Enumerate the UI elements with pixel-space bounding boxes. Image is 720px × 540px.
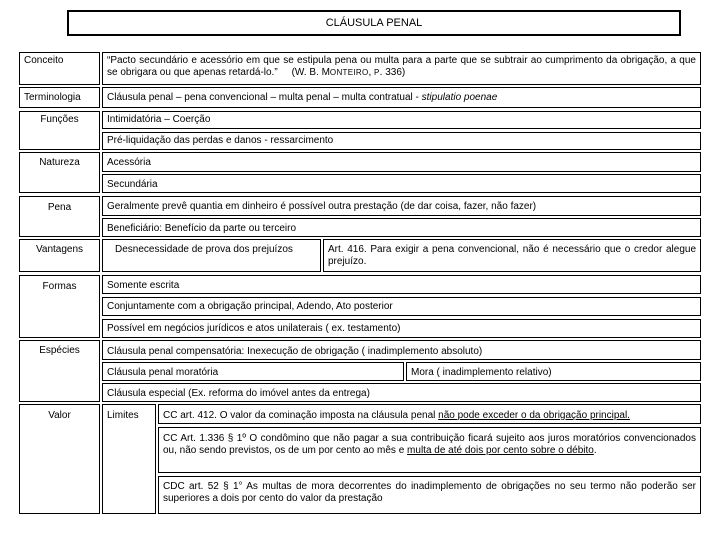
label-vantagens: Vantagens bbox=[19, 239, 100, 272]
conceito-citation: (W. B. MONTEIRO, P. 336) bbox=[291, 67, 406, 78]
especies-item-2a: Cláusula penal moratória bbox=[102, 362, 404, 381]
conceito-definition: “Pacto secundário e acessório em que se estipula pena ou multa para a parte que se subtrair ao cumprimento da obrigação, a que se obrigara ou que apenas retardá-lo.” bbox=[107, 55, 696, 78]
valor-limites-label: Limites bbox=[102, 404, 156, 514]
pena-item-2: Beneficiário: Benefício da parte ou terceiro bbox=[102, 218, 701, 237]
natureza-item-1: Acessória bbox=[102, 152, 701, 172]
valor-cdc-art-52: CDC art. 52 § 1° As multas de mora decorrentes do inadimplemento de obrigações no seu termo não poderão ser superiores a dois por cento do valor da prestação bbox=[158, 476, 701, 514]
vantagens-item-1: Desnecessidade de prova dos prejuízos bbox=[102, 239, 321, 272]
label-especies: Espécies bbox=[19, 340, 100, 402]
label-terminologia: Terminologia bbox=[19, 87, 100, 108]
especies-item-1: Cláusula penal compensatória: Inexecução de obrigação ( inadimplemento absoluto) bbox=[102, 340, 701, 360]
formas-item-2: Conjuntamente com a obrigação principal, Adendo, Ato posterior bbox=[102, 297, 701, 316]
label-conceito: Conceito bbox=[19, 52, 100, 85]
label-formas: Formas bbox=[19, 275, 100, 338]
label-natureza: Natureza bbox=[19, 152, 100, 193]
valor-cc-art-1336: CC Art. 1.336 § 1º O condômino que não pagar a sua contribuição ficará sujeito aos juros moratórios convencionados ou, não sendo previstos, os de um por cento ao mês e multa de até dois por cento sobre o débito. bbox=[158, 427, 701, 473]
natureza-item-2: Secundária bbox=[102, 174, 701, 193]
pena-item-1: Geralmente prevê quantia em dinheiro é possível outra prestação (de dar coisa, fazer, não fazer) bbox=[102, 196, 701, 216]
especies-item-3: Cláusula especial (Ex. reforma do imóvel antes da entrega) bbox=[102, 383, 701, 402]
especies-item-2b: Mora ( inadimplemento relativo) bbox=[406, 362, 701, 381]
valor-cc-art-412-underlined: não pode exceder o da obrigação principal. bbox=[438, 410, 630, 421]
label-funcoes: Funções bbox=[19, 111, 100, 150]
funcoes-item-2: Pré-liquidação das perdas e danos - ressarcimento bbox=[102, 132, 701, 150]
funcoes-item-1: Intimidatória – Coerção bbox=[102, 111, 701, 129]
label-pena: Pena bbox=[19, 196, 100, 237]
label-valor: Valor bbox=[19, 404, 100, 514]
valor-cc-art-1336-underlined: multa de até dois por cento sobre o débito bbox=[407, 445, 594, 456]
valor-cc-art-412: CC art. 412. O valor da cominação imposta na cláusula penal não pode exceder o da obrigação principal. bbox=[158, 404, 701, 424]
terminologia-latin: stipulatio poenae bbox=[421, 92, 498, 103]
conceito-text bbox=[102, 52, 701, 85]
vantagens-item-2: Art. 416. Para exigir a pena convencional, não é necessário que o credor alegue prejuízo. bbox=[323, 239, 701, 272]
formas-item-3: Possível em negócios jurídicos e atos unilaterais ( ex. testamento) bbox=[102, 319, 701, 338]
formas-item-1: Somente escrita bbox=[102, 275, 701, 294]
terminologia-text: Cláusula penal – pena convencional – multa penal – multa contratual - stipulatio poenae bbox=[102, 87, 701, 108]
page-title: CLÁUSULA PENAL bbox=[67, 10, 681, 36]
